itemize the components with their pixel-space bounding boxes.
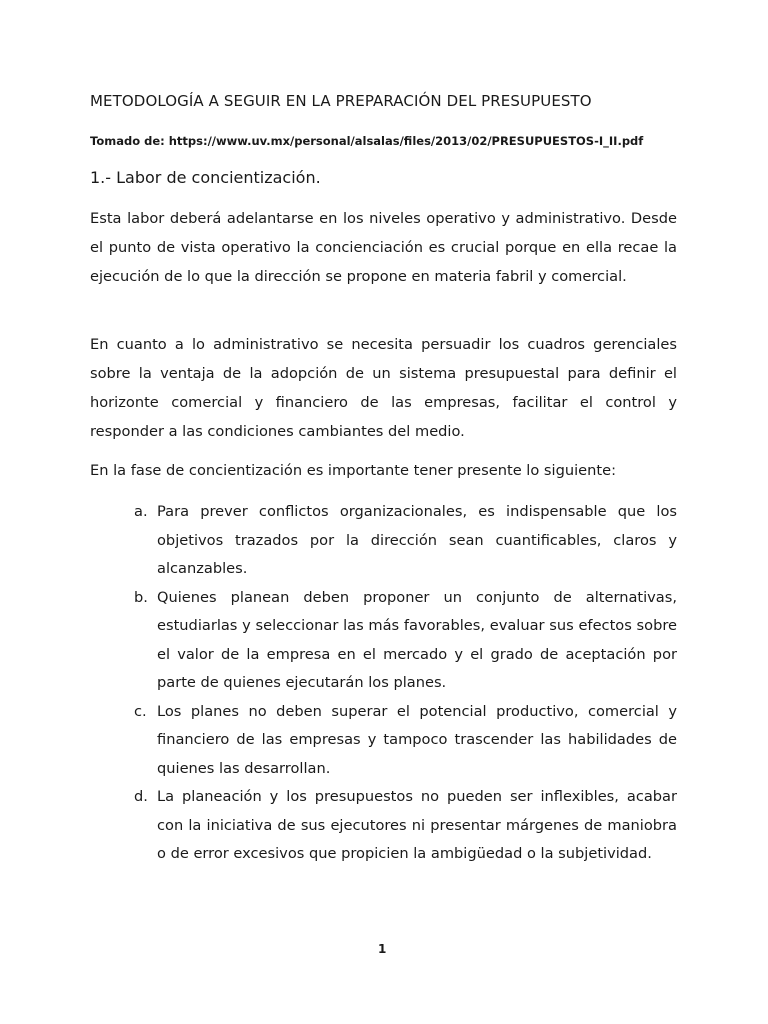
list-item-text: La planeación y los presupuestos no pueden ser inflexibles, acabar con la iniciativa de sus ejecutores ni presentar márgenes de maniobra o de error excesivos que propicien la ambigüedad o la subjetividad. [157, 788, 677, 862]
list-marker: d. [134, 788, 148, 805]
document-title: METODOLOGÍA A SEGUIR EN LA PREPARACIÓN DEL PRESUPUESTO [90, 92, 592, 110]
list-item-text: Quienes planean deben proponer un conjunto de alternativas, estudiarlas y seleccionar las más favorables, evaluar sus efectos sobre el valor de la empresa en el mercado y el grado de aceptación por parte de quienes ejecutarán los planes. [157, 588, 677, 691]
section-heading: 1.- Labor de concientización. [90, 168, 321, 187]
list-marker: c. [134, 702, 147, 720]
list-item [130, 698, 677, 784]
paragraph-3: En la fase de concientización es importante tener presente lo siguiente: [90, 462, 617, 479]
list-item [130, 584, 677, 698]
list-marker: b. [134, 588, 148, 606]
awareness-list [130, 498, 677, 869]
list-marker: a. [134, 503, 148, 520]
paragraph-1: Esta labor deberá adelantarse en los niveles operativo y administrativo. Desde el punto de vista operativo la concienciación es crucial porque en ella recae la ejecución de lo que la dirección se propone en materia fabril y comercial. [90, 210, 677, 285]
list-item-text: Para prever conflictos organizacionales, es indispensable que los objetivos trazados por la dirección sean cuantificables, claros y alcanzables. [157, 503, 677, 577]
page-number: 1 [378, 942, 387, 956]
paragraph-2: En cuanto a lo administrativo se necesita persuadir los cuadros gerenciales sobre la ventaja de la adopción de un sistema presupuestal para definir el horizonte comercial y financiero de las empresas, facilitar el control y responder a las condiciones cambiantes del medio. [90, 336, 677, 440]
list-item [130, 498, 677, 584]
list-item [130, 783, 677, 869]
list-item-text: Los planes no deben superar el potencial productivo, comercial y financiero de las empresas y tampoco trascender las habilidades de quienes las desarrollan. [157, 702, 677, 777]
source-citation: Tomado de: https://www.uv.mx/personal/alsalas/files/2013/02/PRESUPUESTOS-I_II.pdf [90, 134, 644, 148]
